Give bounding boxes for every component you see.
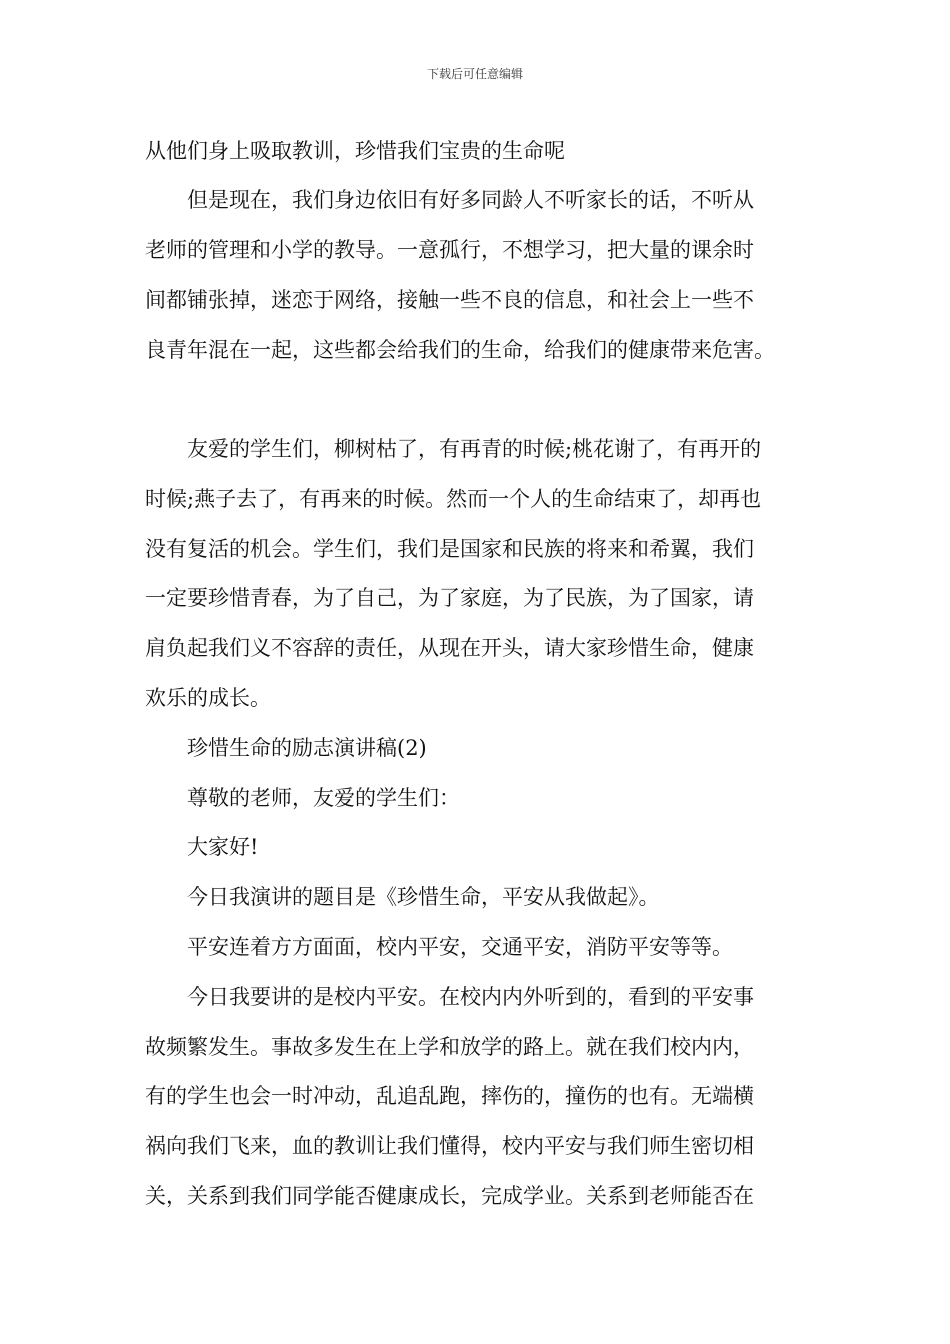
text-line: 有的学生也会一时冲动，乱追乱跑，摔伤的，撞伤的也有。无端横 xyxy=(145,1084,754,1108)
text-line: 尊敬的老师，友爱的学生们： xyxy=(145,786,460,810)
text-line: 一定要珍惜青春，为了自己，为了家庭，为了民族，为了国家，请 xyxy=(145,586,754,610)
text-line: 但是现在，我们身边依旧有好多同龄人不听家长的话，不听从 xyxy=(145,188,754,212)
section-title: 珍惜生命的励志演讲稿(2) xyxy=(145,736,427,760)
text-line: 肩负起我们义不容辞的责任，从现在开头，请大家珍惜生命，健康 xyxy=(145,636,754,660)
text-line: 间都铺张掉，迷恋于网络，接触一些不良的信息，和社会上一些不 xyxy=(145,288,754,312)
text-line: 祸向我们飞来，血的教训让我们懂得，校内平安与我们师生密切相 xyxy=(145,1134,754,1158)
text-line: 大家好! xyxy=(145,835,259,859)
page-header: 下载后可任意编辑 xyxy=(426,67,523,81)
text-line: 今日我要讲的是校内平安。在校内内外听到的，看到的平安事 xyxy=(145,985,754,1009)
text-line: 欢乐的成长。 xyxy=(145,686,271,710)
text-line: 平安连着方方面面，校内平安，交通平安，消防平安等等。 xyxy=(145,935,733,959)
text-line: 今日我演讲的题目是《珍惜生命，平安从我做起》。 xyxy=(145,885,660,909)
text-line: 故频繁发生。事故多发生在上学和放学的路上。就在我们校内内， xyxy=(145,1035,754,1059)
text-line: 关，关系到我们同学能否健康成长，完成学业。关系到老师能否在 xyxy=(145,1184,754,1208)
text-line: 友爱的学生们，柳树枯了，有再青的时候;桃花谢了，有再开的 xyxy=(145,437,762,461)
text-line: 时候;燕子去了，有再来的时候。然而一个人的生命结束了，却再也 xyxy=(145,487,762,511)
text-line: 没有复活的机会。学生们，我们是国家和民族的将来和希翼，我们 xyxy=(145,537,754,561)
text-line: 从他们身上吸取教训，珍惜我们宝贵的生命呢 xyxy=(145,139,565,163)
text-line: 良青年混在一起，这些都会给我们的生命，给我们的健康带来危害。 xyxy=(145,338,775,362)
text-line: 老师的管理和小学的教导。一意孤行，不想学习，把大量的课余时 xyxy=(145,238,754,262)
